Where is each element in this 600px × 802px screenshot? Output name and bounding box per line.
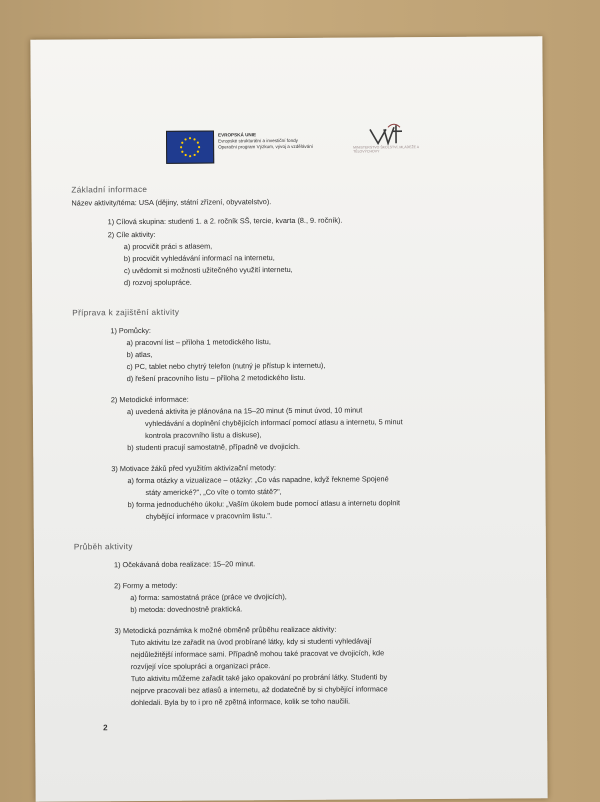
document-page <box>30 36 547 802</box>
forms-heading: 2) Formy a metody: <box>114 580 178 591</box>
note-line: nejdůležitější informace sami. Případně mohou také pracovat ve dvojicích, kde <box>130 648 385 660</box>
page-number: 2 <box>103 723 108 733</box>
motivation-line: a) forma otázky a vizualizace – otázky: „Co vás napadne, když řekneme Spojené <box>127 474 389 486</box>
eu-star-icon <box>189 155 191 157</box>
list-item: b) metoda: dovednostně praktická. <box>130 604 243 615</box>
list-item: d) řešení pracovního listu – příloha 2 metodického listu. <box>126 372 306 384</box>
goals-heading: 2) Cíle aktivity: <box>107 229 156 240</box>
section-title-basic: Základní informace <box>71 184 148 195</box>
eu-logo-text <box>218 132 338 151</box>
list-item: a) pracovní list – příloha 1 metodického listu, <box>126 337 271 348</box>
list-item: c) uvědomit si možnosti užitečného využití internetu, <box>123 264 293 276</box>
ministry-logo-icon <box>364 121 414 161</box>
eu-star-icon <box>189 137 191 139</box>
eu-star-icon <box>185 154 187 156</box>
list-item: a) procvičit práci s atlasem, <box>123 241 213 252</box>
eu-logo-line: EVROPSKÁ UNIE <box>217 132 257 138</box>
list-item: b) atlas, <box>126 349 153 360</box>
list-item: b) procvičit vyhledávání informací na internetu, <box>123 253 275 264</box>
section-title-progress: Průběh aktivity <box>73 542 133 552</box>
list-item: d) rozvoj spolupráce. <box>124 277 192 288</box>
eu-star-icon <box>197 142 199 144</box>
eu-star-icon <box>197 151 199 153</box>
ministry-logo-text: MINISTERSTVO ŠKOLSTVÍ, MLÁDEŽE A TĚLOVÝCHOVY <box>353 145 419 154</box>
note-heading: 3) Metodická poznámka k možné obměně průběhu realizace aktivity: <box>114 624 337 636</box>
eu-logo-line: Evropské strukturální a investiční fondy <box>218 137 298 144</box>
eu-flag-icon <box>166 131 214 164</box>
eu-star-icon <box>184 138 186 140</box>
note-line: dohledali. Byla by to i pro ně zpětná informace, kolik se toho naučili. <box>130 696 351 708</box>
eu-logo-line: Operační program Výzkum, vývoj a vzdělávání <box>218 143 314 150</box>
target-group: 1) Cílová skupina: studenti 1. a 2. ročník SŠ, tercie, kvarta (8., 9. ročník). <box>107 215 343 227</box>
eu-star-icon <box>194 154 196 156</box>
eu-star-icon <box>180 146 182 148</box>
note-line: nejprve pracovali bez atlasů a internetu, až dodatečně by si chybějící informace <box>130 684 388 696</box>
method-line: a) uvedená aktivita je plánována na 15–20 minut (5 minut úvod, 10 minut <box>126 405 363 417</box>
section-title-prep: Příprava k zajištění aktivity <box>72 307 180 318</box>
motivation-line: státy americké?", „Co víte o tomto státě?", <box>145 487 282 498</box>
eu-star-icon <box>198 146 200 148</box>
activity-topic: Název aktivity/téma: USA (dějiny, státní zřízení, obyvatelstvo). <box>71 197 272 208</box>
motivation-line: chybějící informace v pracovním listu.". <box>145 511 272 522</box>
eu-star-icon <box>181 151 183 153</box>
method-line: vyhledávání a doplnění chybějících informací pomocí atlasu a internetu, 5 minut <box>144 417 403 429</box>
method-line: kontrola pracovního listu a diskuse), <box>145 430 262 441</box>
note-line: rozvíjejí více spolupráci a organizaci práce. <box>130 661 271 672</box>
duration: 1) Očekávaná doba realizace: 15–20 minut. <box>113 559 256 570</box>
aids-heading: 1) Pomůcky: <box>110 325 151 336</box>
motivation-line: b) forma jednoduchého úkolu: „Vaším úkolem bude pomocí atlasu a internetu doplnit <box>127 498 401 510</box>
method-line: b) studenti pracují samostatně, případně ve dvojicích. <box>127 441 301 453</box>
method-heading: 2) Metodické informace: <box>110 394 189 405</box>
list-item: c) PC, tablet nebo chytrý telefon (nutný je přístup k internetu), <box>126 360 326 372</box>
eu-star-icon <box>181 142 183 144</box>
eu-star-icon <box>193 138 195 140</box>
motivation-heading: 3) Motivace žáků před využitím aktivizační metody: <box>111 463 277 474</box>
note-line: Tuto aktivitu lze zařadit na úvod probírané látky, kdy si studenti vyhledávají <box>130 636 372 648</box>
note-line: Tuto aktivitu můžeme zařadit také jako opakování po probrání látky. Studenti by <box>130 672 388 684</box>
list-item: a) forma: samostatná práce (práce ve dvojicích), <box>130 592 287 603</box>
